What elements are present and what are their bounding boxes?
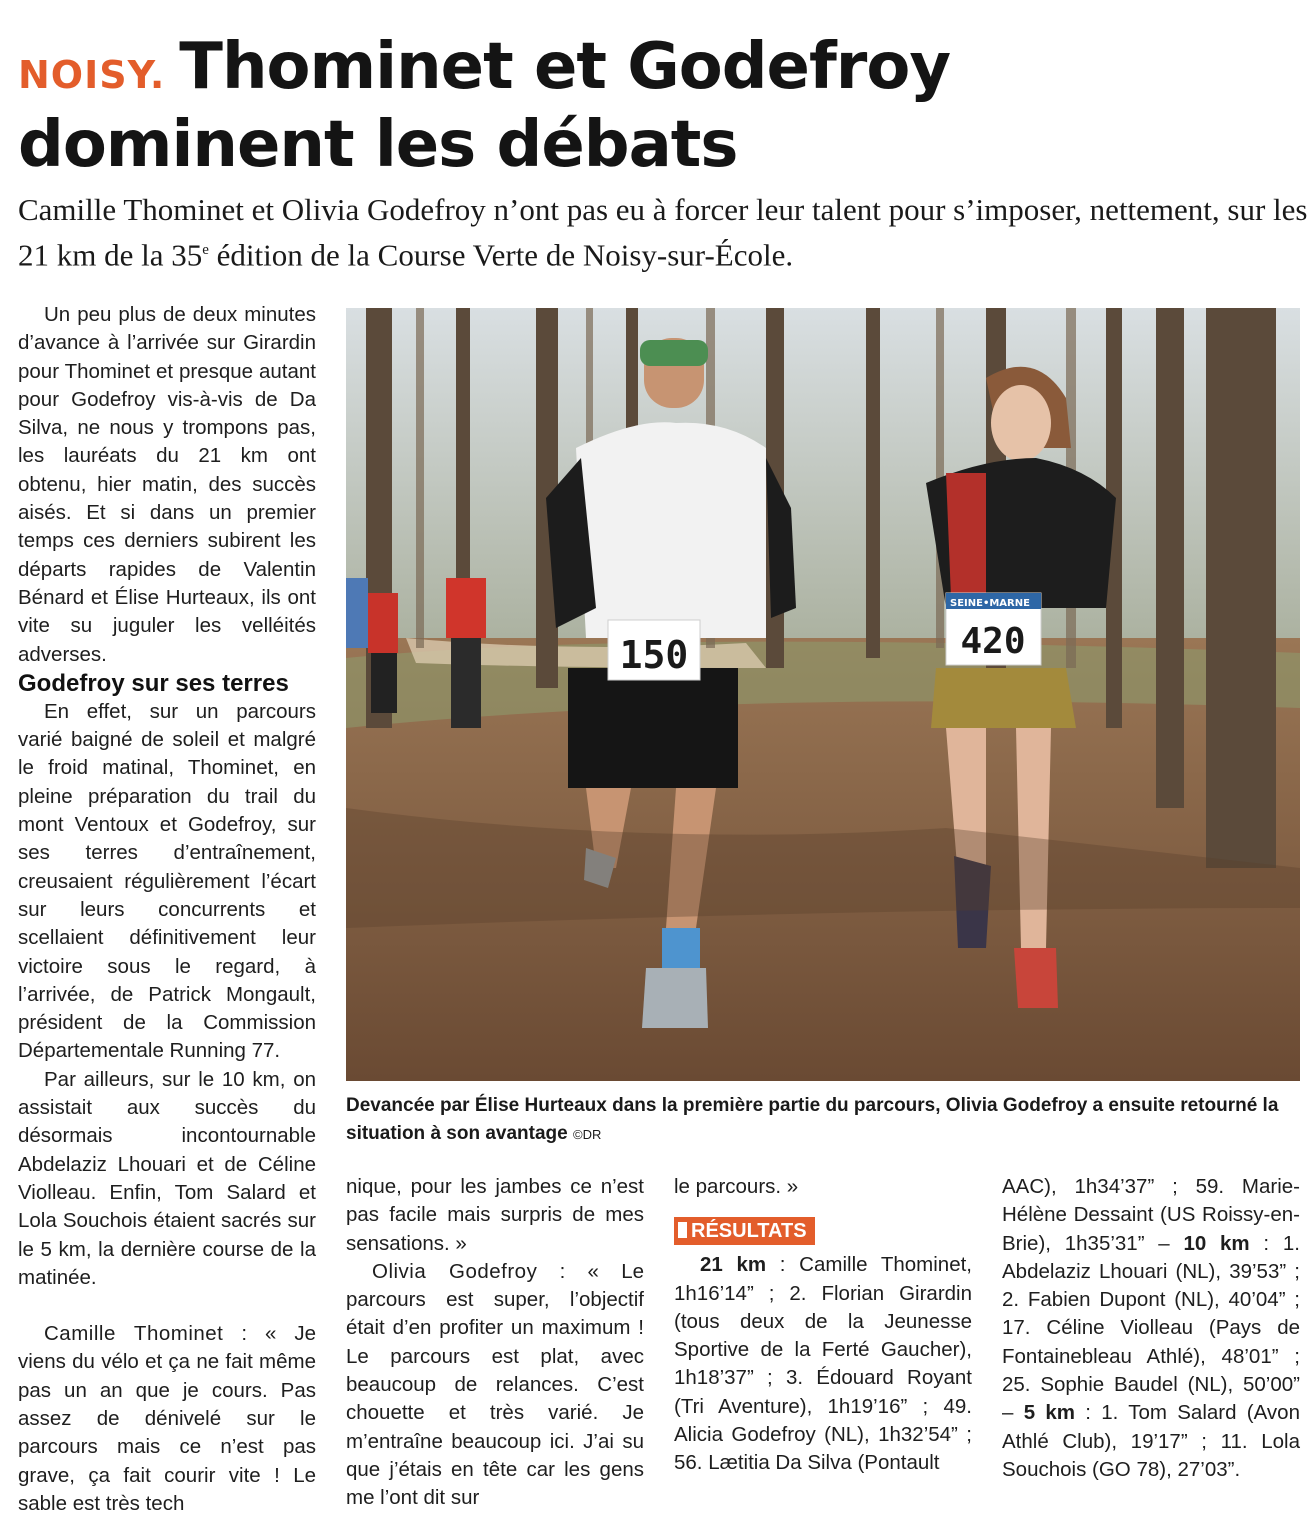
quote-thominet-continued: nique, pour les jambes ce n’est pas facile mais surpris de mes sensations. » bbox=[346, 1175, 644, 1255]
quote-godefroy-continued: le parcours. » bbox=[674, 1175, 799, 1198]
quote-godefroy bbox=[346, 1258, 644, 1513]
column-2 bbox=[346, 1173, 644, 1513]
distance-10km: 10 km bbox=[1183, 1231, 1250, 1255]
standfirst-text-end: édition de la Course Verte de Noisy-sur-École. bbox=[208, 237, 794, 273]
column-4 bbox=[1002, 1173, 1300, 1484]
results-label bbox=[674, 1217, 815, 1245]
standfirst-superscript: e bbox=[202, 242, 209, 258]
results-21km-text: : Camille Thominet, 1h16’14” ; 2. Florian Girardin (tous deux de la Jeunesse Sportive de la Ferté Gaucher), 1h18’37” ; 3. Édouard Royant (Tri Aventure), 1h19’16” ; 49. Alicia Godefroy (NL), 1h32’54” ; 56. Lætitia Da Silva (Pontault bbox=[674, 1253, 972, 1475]
results-5km-text: : 1. Tom Salard (Avon Athlé Club), 19’17” ; 11. Lola Souchois (GO 78), 27’03”. bbox=[1002, 1401, 1300, 1481]
runners-forest-illustration bbox=[346, 308, 1300, 1081]
results-label-text: RÉSULTATS bbox=[691, 1220, 807, 1243]
results-continued bbox=[1002, 1173, 1300, 1484]
kicker: NOISY. bbox=[18, 53, 166, 97]
standfirst-text: Camille Thominet et Olivia Godefroy n’ont pas eu à forcer leur talent pour s’imposer, nettement, sur les 21 km de la 35 bbox=[18, 192, 1308, 273]
quote-speaker: Camille Thominet bbox=[44, 1322, 224, 1346]
results-square-icon bbox=[678, 1222, 687, 1238]
paragraph-other-races: Par ailleurs, sur le 10 km, on assistait aux succès du désormais incontournable Abdelaziz Lhouari et de Céline Violleau. Enfin, Tom Salard et Lola Souchois étaient sacrés sur le 5 km, la dernière course de la matinée. bbox=[18, 1067, 316, 1289]
bib-number-left: 150 bbox=[619, 633, 689, 677]
caption-text: Devancée par Élise Hurteaux dans la première partie du parcours, Olivia Godefroy a ensuite retourné la situation à son avantage bbox=[346, 1095, 1279, 1144]
column-1 bbox=[18, 301, 316, 1518]
results-21km bbox=[674, 1251, 972, 1477]
quote-speaker: Olivia Godefroy bbox=[372, 1259, 538, 1283]
quote-text: : « Le parcours est super, l’objectif était d’en profiter un maximum ! Le parcours est plat, avec beaucoup de relances. C’est chouette et très varié. Je m’entraîne beaucoup ici. J’ai su que j’étais en tête car les gens me l’ont dit sur bbox=[346, 1259, 644, 1510]
standfirst bbox=[18, 190, 1308, 275]
headline bbox=[18, 32, 1298, 180]
column-3 bbox=[674, 1173, 972, 1478]
article-photo bbox=[346, 308, 1300, 1081]
subheading: Godefroy sur ses terres bbox=[18, 669, 289, 697]
distance-21km: 21 km bbox=[700, 1253, 767, 1277]
photo-credit: ©DR bbox=[573, 1127, 602, 1142]
photo-caption bbox=[346, 1092, 1300, 1149]
quote-text: : « Je viens du vélo et ça ne fait même pas un an que je cours. Pas assez de dénivelé sur le parcours mais ce n’est pas grave, ça fait courir vite ! Le sable est très tech bbox=[18, 1322, 316, 1515]
bib-number-right: 420 bbox=[960, 621, 1026, 662]
quote-thominet bbox=[18, 1320, 316, 1518]
results-21km-continued: AAC), 1h34’37” ; 59. Marie-Hélène Dessaint (US Roissy-en-Brie), 1h35’31” – bbox=[1002, 1175, 1300, 1255]
results-10km-text: : 1. Abdelaziz Lhouari (NL), 39’53” ; 2. Fabien Dupont (NL), 40’04” ; 17. Céline Violleau (Pays de Fontainebleau Athlé), 48’01” ; 25. Sophie Baudel (NL), 50’00” – bbox=[1002, 1231, 1300, 1425]
article-title: Thominet et Godefroy dominent les débats bbox=[18, 30, 951, 182]
bib-banner-right: SEINE•MARNE bbox=[950, 598, 1030, 609]
distance-5km: 5 km bbox=[1023, 1401, 1075, 1425]
paragraph-intro: Un peu plus de deux minutes d’avance à l’arrivée sur Girardin pour Thominet et presque autant pour Godefroy vis-à-vis de Da Silva, ne nous y trompons pas, les lauréats du 21 km ont obtenu, hier matin, des succès aisés. Et si dans un premier temps ces derniers subirent les départs rapides de Valentin Bénard et Élise Hurteaux, ils ont vite su juguler les velléités adverses. bbox=[18, 303, 316, 666]
paragraph-course: En effet, sur un parcours varié baigné de soleil et malgré le froid matinal, Thominet, en pleine préparation du trail du mont Ventoux et Godefroy, sur ses terres d’entraînement, creusaient régulièrement l’écart sur leurs concurrents et scellaient définitivement leur victoire sous le regard, à l’arrivée, de Patrick Mongault, président de la Commission Départementale Running 77. bbox=[18, 699, 316, 1063]
